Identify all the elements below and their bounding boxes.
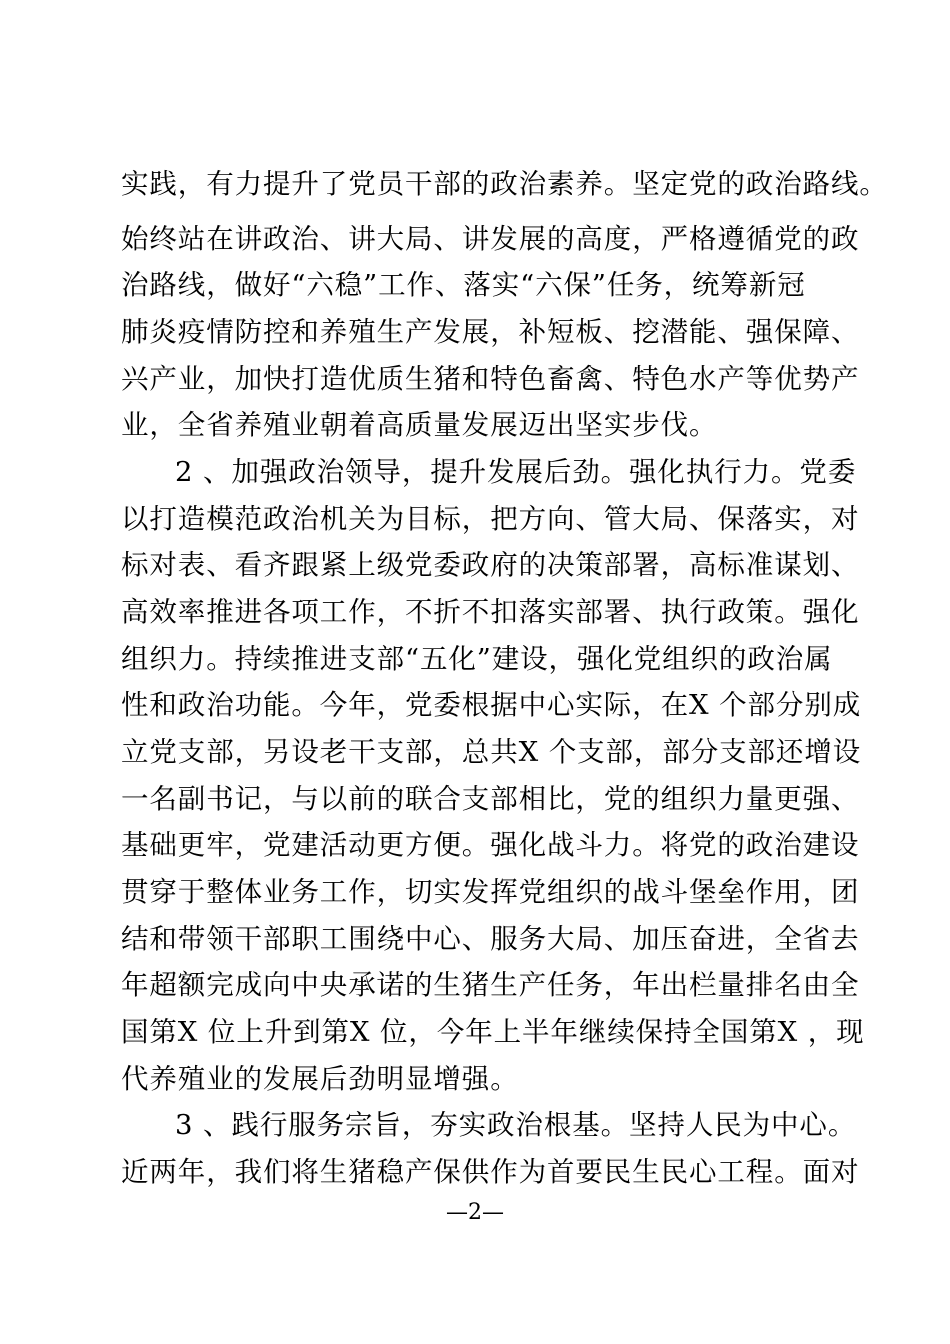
text-line: 国第X 位上升到第X 位，今年上半年继续保持全国第X ，现 (121, 1016, 865, 1048)
text-line: 组织力。持续推进支部“五化”建设，强化党组织的政治属 (121, 643, 833, 675)
text-line: 以打造模范政治机关为目标，把方向、管大局、保落实，对 (121, 503, 860, 535)
text-line: 基础更牢，党建活动更方便。强化战斗力。将党的政治建设 (121, 829, 860, 861)
text-line: 实践，有力提升了党员干部的政治素养。坚定党的政治路线。 (121, 168, 888, 200)
text-line: 标对表、看齐跟紧上级党委政府的决策部署，高标准谋划、 (121, 549, 860, 581)
text-line: 一名副书记，与以前的联合支部相比，党的组织力量更强、 (121, 783, 860, 815)
paragraph-start-line: 3 、践行服务宗旨，夯实政治根基。坚持人民为中心。 (175, 1109, 857, 1141)
text-line: 始终站在讲政治、讲大局、讲发展的高度，严格遵循党的政 (121, 223, 860, 255)
text-line: 结和带领干部职工围绕中心、服务大局、加压奋进，全省去 (121, 923, 860, 955)
text-line: 高效率推进各项工作，不折不扣落实部署、执行政策。强化 (121, 596, 860, 628)
text-line: 贯穿于整体业务工作，切实发挥党组织的战斗堡垒作用，团 (121, 876, 860, 908)
text-line: 近两年，我们将生猪稳产保供作为首要民生民心工程。面对 (121, 1156, 860, 1188)
text-line: 立党支部，另设老干支部，总共X 个支部，部分支部还增设 (121, 736, 862, 768)
paragraph-start-line: 2 、加强政治领导，提升发展后劲。强化执行力。党委 (175, 456, 857, 488)
page-number: —2— (446, 1200, 504, 1225)
text-line: 性和政治功能。今年，党委根据中心实际，在X 个部分别成 (121, 689, 862, 721)
text-line: 肺炎疫情防控和养殖生产发展，补短板、挖潜能、强保障、 (121, 316, 860, 348)
text-line: 代养殖业的发展后劲明显增强。 (121, 1063, 519, 1095)
text-line: 兴产业，加快打造优质生猪和特色畜禽、特色水产等优势产 (121, 363, 860, 395)
text-line: 年超额完成向中央承诺的生猪生产任务，年出栏量排名由全 (121, 969, 860, 1001)
text-line: 治路线，做好“六稳”工作、落实“六保”任务，统筹新冠 (121, 269, 806, 301)
text-line: 业，全省养殖业朝着高质量发展迈出坚实步伐。 (121, 409, 718, 441)
